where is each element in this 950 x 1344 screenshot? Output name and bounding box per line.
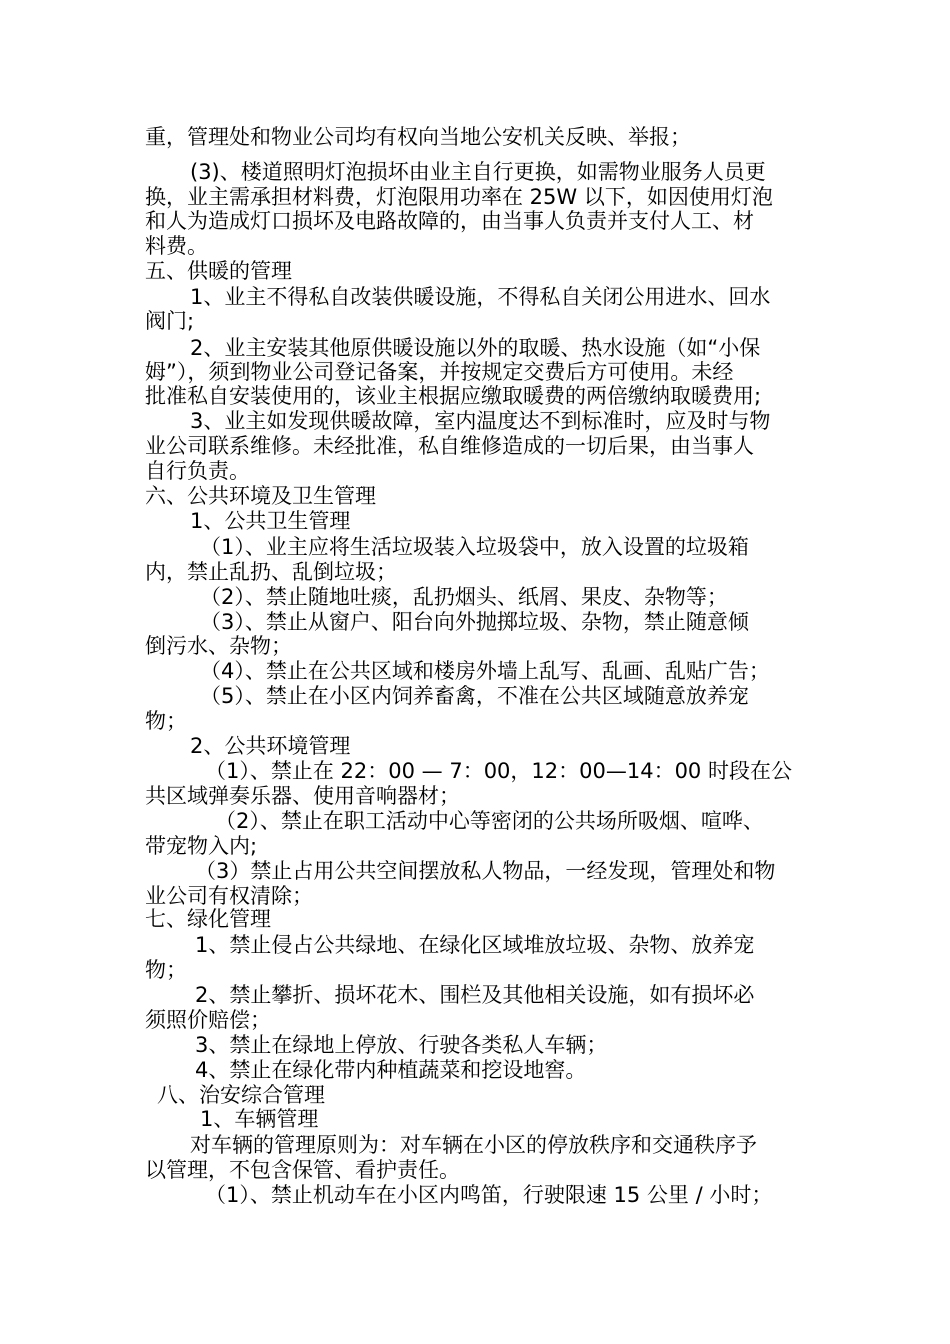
text-line: 1、禁止侵占公共绿地、在绿化区域堆放垃圾、杂物、放养宠 [195,933,755,957]
text-line: （1）、禁止在 22：00 — 7：00，12：00—14：00 时段在公 [205,759,792,783]
text-line: 3、业主如发现供暖故障，室内温度达不到标准时，应及时与物 [190,409,771,433]
section-heading: 五、供暖的管理 [145,259,292,283]
text-line: （3）、禁止从窗户、阳台向外抛掷垃圾、杂物，禁止随意倾 [200,610,749,634]
text-line: 业公司有权清除； [145,884,313,908]
section-heading: 七、绿化管理 [145,907,271,931]
subsection-heading: 2、公共环境管理 [190,734,351,758]
text-line: （2）、禁止随地吐痰，乱扔烟头、纸屑、果皮、杂物等； [200,585,728,609]
text-line: （1）、业主应将生活垃圾装入垃圾袋中，放入设置的垃圾箱 [200,535,749,559]
text-line: 自行负责。 [145,459,250,483]
text-line: 阀门; [145,309,195,333]
text-line: 内，禁止乱扔、乱倒垃圾； [145,560,397,584]
text-line: 换，业主需承担材料费，灯泡限用功率在 25W 以下，如因使用灯泡 [145,185,773,209]
text-line: 带宠物入内; [145,834,258,858]
text-line: 以管理，不包含保管、看护责任。 [145,1158,460,1182]
text-line: 和人为造成灯口损坏及电路故障的，由当事人负责并支付人工、材 [145,209,754,233]
text-line: （2）、禁止在职工活动中心等密闭的公共场所吸烟、喧哗、 [215,809,764,833]
text-line: 对车辆的管理原则为：对车辆在小区的停放秩序和交通秩序予 [190,1133,757,1157]
text-line: 批准私自安装使用的，该业主根据应缴取暖费的两倍缴纳取暖费用; [145,384,762,408]
text-line: 2、禁止攀折、损坏花木、围栏及其他相关设施，如有损坏必 [195,983,755,1007]
text-line: 4、禁止在绿化带内种植蔬菜和挖设地窖。 [195,1058,587,1082]
section-heading: 八、治安综合管理 [157,1083,325,1107]
text-line: （5）、禁止在小区内饲养畜禽，不准在公共区域随意放养宠 [200,684,749,708]
text-line: 倒污水、杂物； [145,634,292,658]
text-line: 姆”），须到物业公司登记备案，并按规定交费后方可使用。未经 [145,360,734,384]
text-line: 须照价赔偿； [145,1008,271,1032]
text-line: （1）、禁止机动车在小区内鸣笛，行驶限速 15 公里 / 小时； [205,1183,773,1207]
subsection-heading: 1、车辆管理 [200,1107,319,1131]
text-line: 业公司联系维修。未经批准，私自维修造成的一切后果，由当事人 [145,434,754,458]
text-line: 共区域弹奏乐器、使用音响器材； [145,784,460,808]
subsection-heading: 1、公共卫生管理 [190,509,351,533]
text-line: 3、禁止在绿地上停放、行驶各类私人车辆； [195,1033,608,1057]
text-line: （4）、禁止在公共区域和楼房外墙上乱写、乱画、乱贴广告； [200,659,770,683]
text-line: （3）禁止占用公共空间摆放私人物品，一经发现，管理处和物 [195,859,776,883]
text-line: (3)、楼道照明灯泡损坏由业主自行更换，如需物业服务人员更 [190,160,766,184]
text-line: 物； [145,709,187,733]
text-line: 物； [145,958,187,982]
text-line: 料费。 [145,234,208,258]
text-line: 1、业主不得私自改装供暖设施，不得私自关闭公用进水、回水 [190,285,771,309]
section-heading: 六、公共环境及卫生管理 [145,484,376,508]
text-line: 重，管理处和物业公司均有权向当地公安机关反映、举报； [145,125,691,149]
text-line: 2、业主安装其他原供暖设施以外的取暖、热水设施（如“小保 [190,336,761,360]
